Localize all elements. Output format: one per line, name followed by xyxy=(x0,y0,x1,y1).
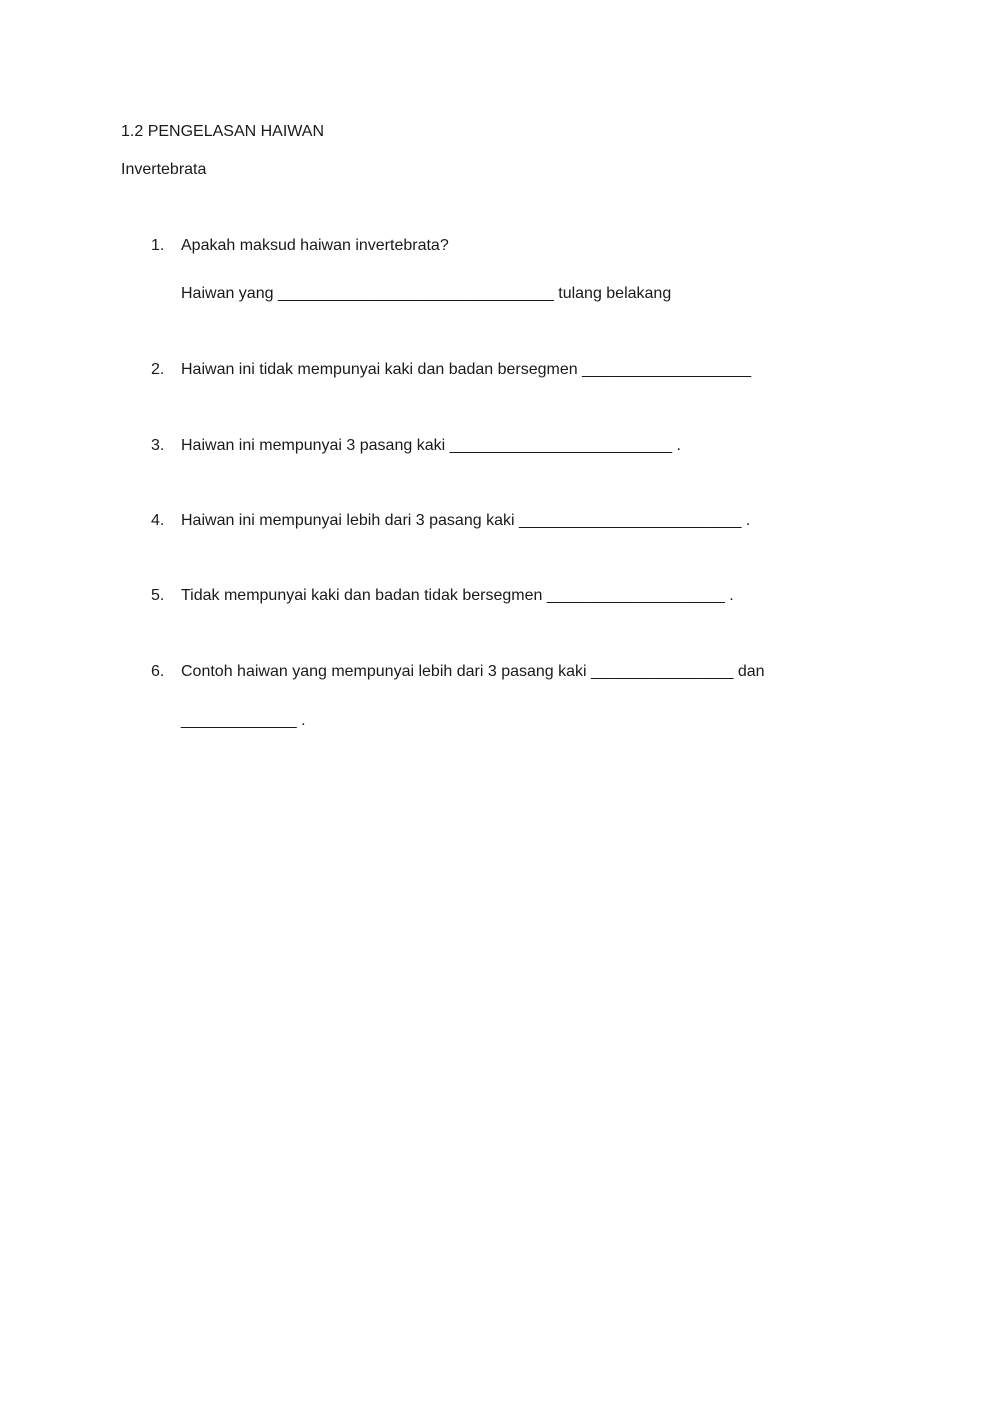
question-number: 1. xyxy=(151,237,165,254)
question-number: 5. xyxy=(151,587,165,604)
page-title: 1.2 PENGELASAN HAIWAN xyxy=(121,123,325,140)
question-number: 4. xyxy=(151,512,165,529)
answer-line: Haiwan yang _______________________________ tulang belakang xyxy=(181,285,672,302)
question-number: 2. xyxy=(151,361,165,378)
question-text: Haiwan ini mempunyai 3 pasang kaki _________________________ . xyxy=(181,437,681,454)
question-text: Haiwan ini mempunyai lebih dari 3 pasang kaki _________________________ . xyxy=(181,512,751,529)
section-subtitle: Invertebrata xyxy=(121,161,207,178)
question-number: 3. xyxy=(151,437,165,454)
answer-continuation: _____________ . xyxy=(181,712,306,729)
question-text: Tidak mempunyai kaki dan badan tidak bersegmen ____________________ . xyxy=(181,587,734,604)
question-text: Haiwan ini tidak mempunyai kaki dan badan bersegmen ___________________ xyxy=(181,361,752,378)
question-number: 6. xyxy=(151,663,165,680)
question-text: Contoh haiwan yang mempunyai lebih dari 3 pasang kaki ________________ dan xyxy=(181,663,765,680)
question-text: Apakah maksud haiwan invertebrata? xyxy=(181,237,449,254)
